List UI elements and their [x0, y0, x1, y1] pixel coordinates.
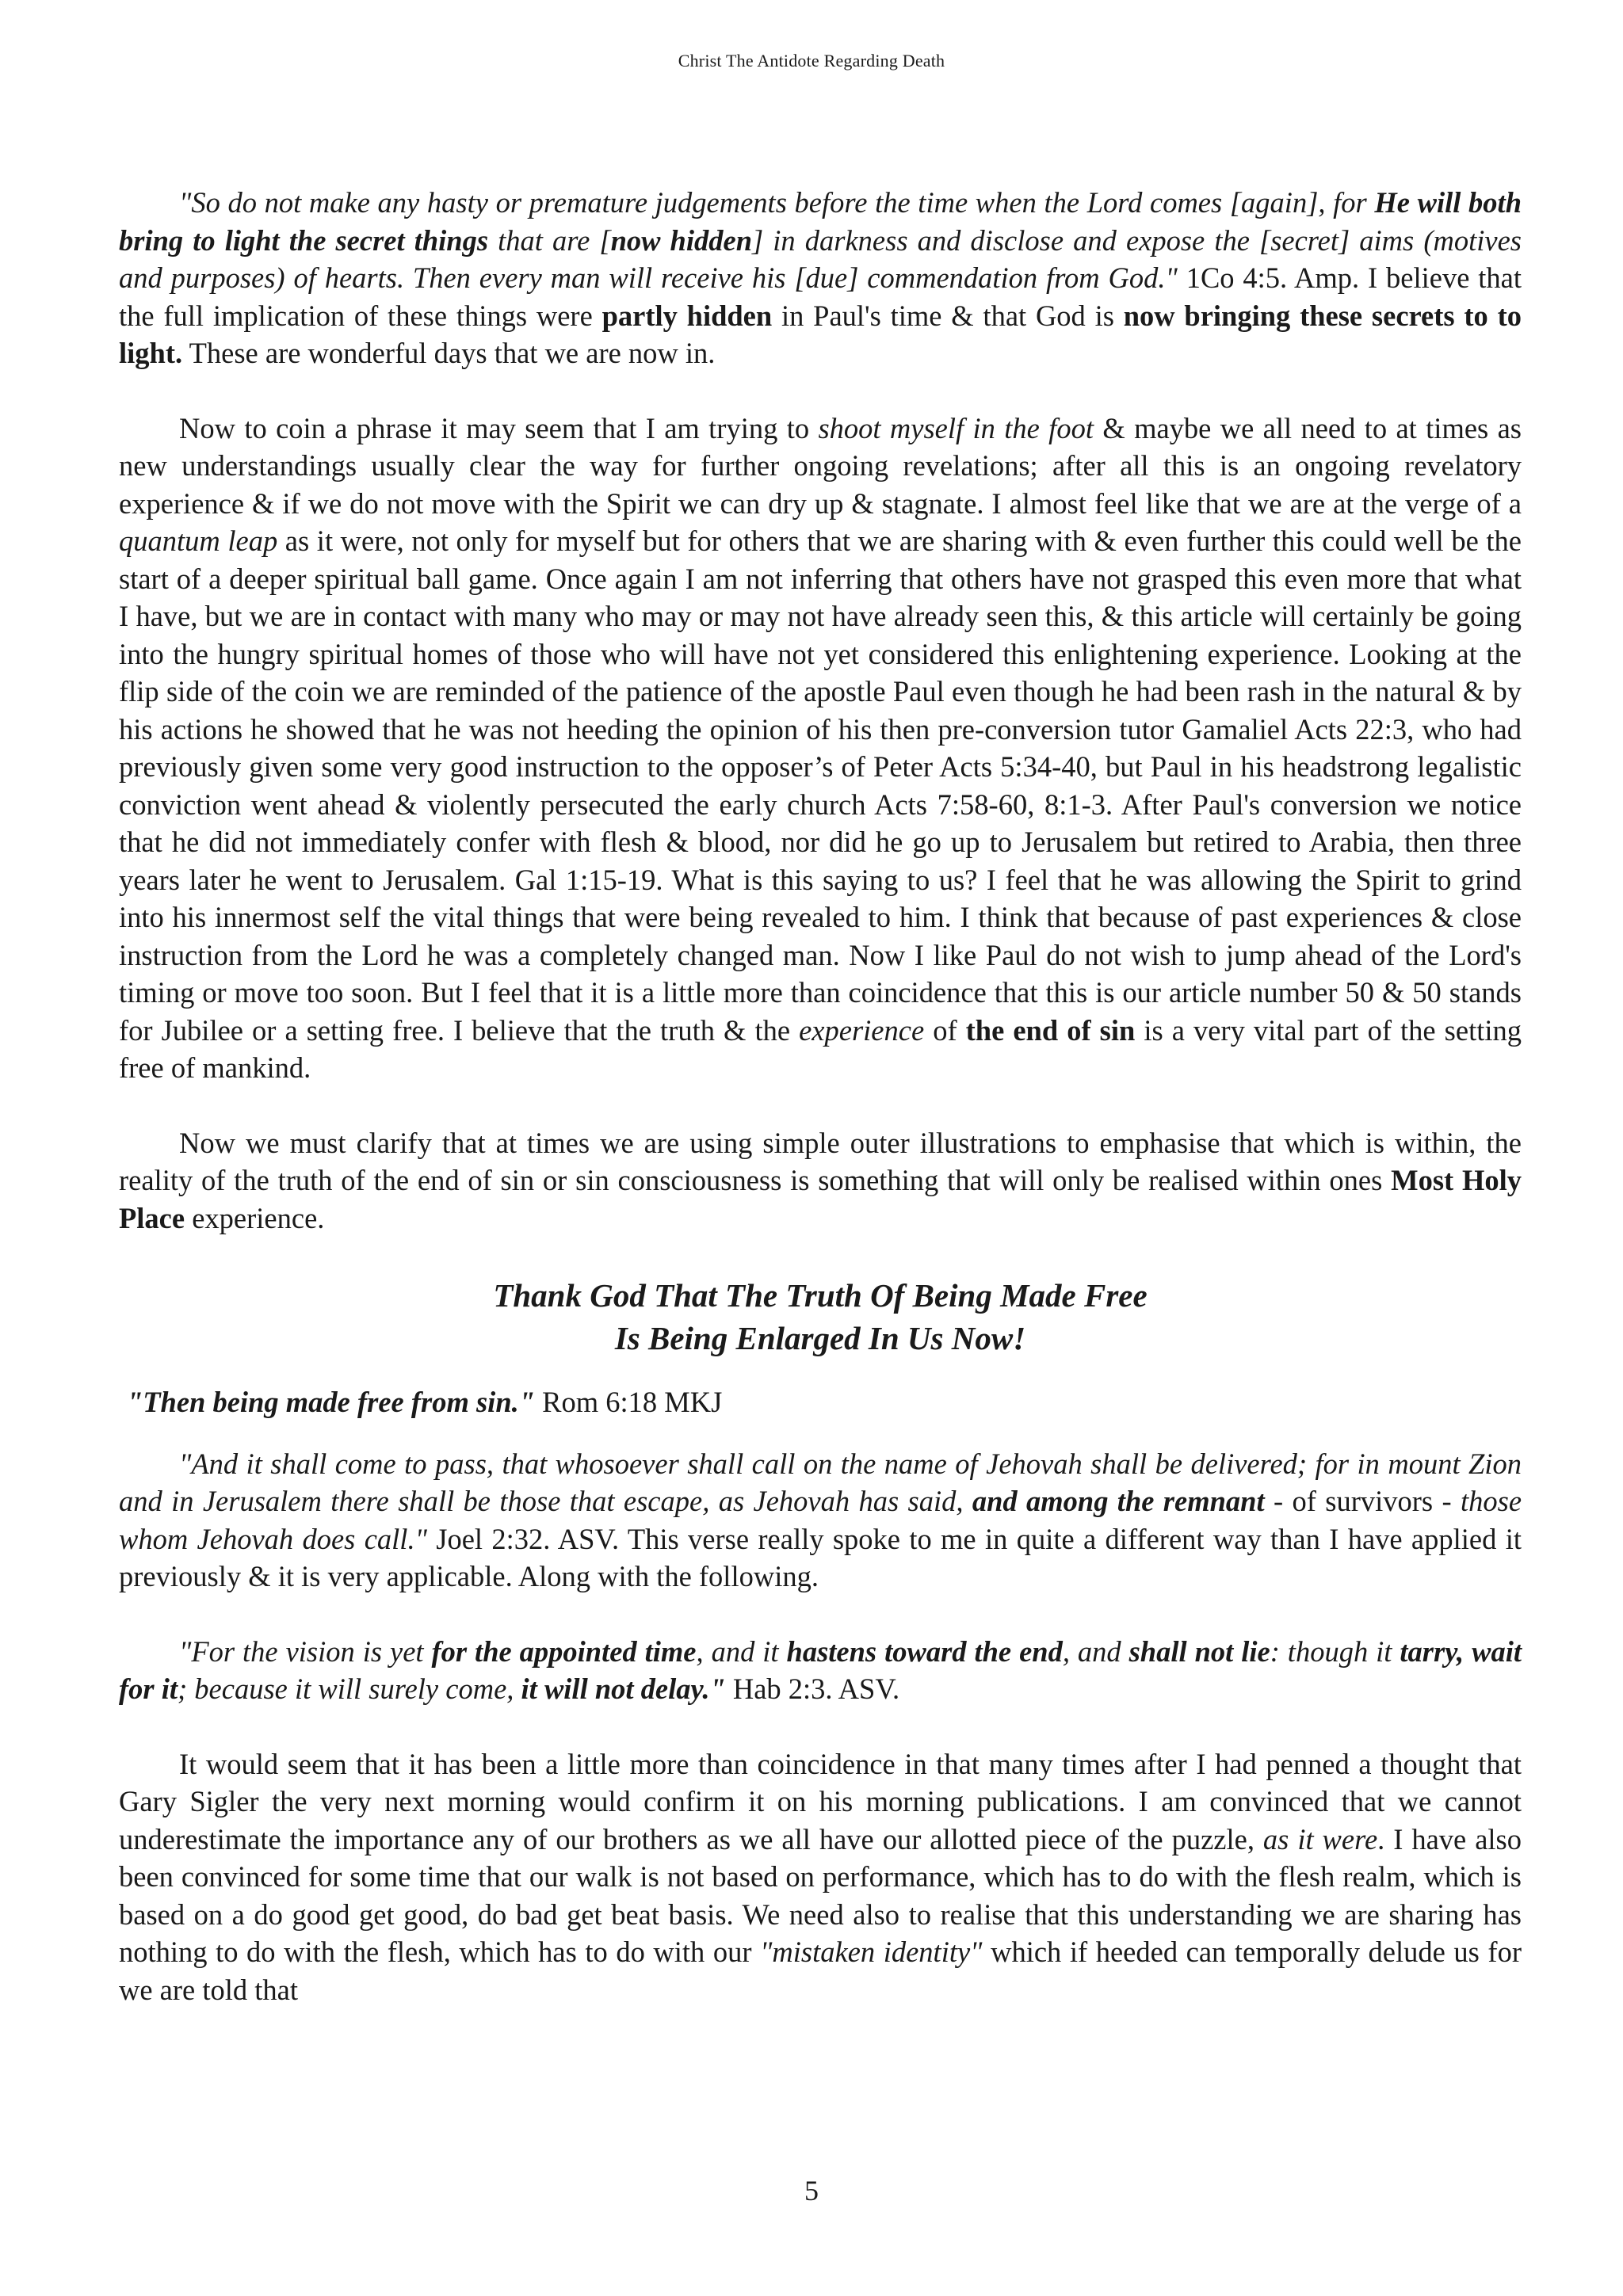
text-run: shall not lie: [1128, 1634, 1270, 1668]
text-run: and among the remnant: [972, 1485, 1265, 1517]
text-run: quantum leap: [119, 524, 278, 557]
text-run: now hidden: [610, 223, 752, 257]
text-run: "So do not make any hasty or premature judgements before the time when the Lord comes [again], for: [179, 186, 1375, 219]
running-header: Christ The Antidote Regarding Death: [678, 51, 945, 71]
page-number: 5: [804, 2175, 819, 2206]
paragraph: [119, 1383, 1522, 1421]
text-run: 1Co 4:5. Amp. I believe that the full implication of these things were: [119, 261, 1522, 332]
text-run: . I have also been convinced for some time that our walk is not based on performance, which has to do with the flesh realm, which is based on a do good get good, do bad get beat basis. We need also to realise that this understanding we are sharing has nothing to do with the flesh, which has to do with our: [119, 1822, 1522, 1968]
body-text: [119, 184, 1522, 2046]
text-run: experience.: [185, 1201, 325, 1234]
text-run: the end of sin: [965, 1013, 1136, 1047]
text-run: as it were, not only for myself but for others that we are sharing with & even further this could well be the start of a deeper spiritual ball game. Once again I am not inferring that others have not grasped this even more that what I have, but we are in contact with many who may or may not have already seen this, & this article will certainly be going into the hungry spiritual homes of those who will have not yet considered this enlightening experience. Looking at the flip side of the coin we are reminded of the patience of the apostle Paul even though he had been rash in the natural & by his actions he showed that he was not heeding the opinion of his then pre-conversion tutor Gamaliel Acts 22:3, who had previously given some very good instruction to the opposer’s of Peter Acts 5:34-40, but Paul in his headstrong legalistic conviction went ahead & violently persecuted the early church Acts 7:58-60, 8:1-3. After Paul's conversion we notice that he did not immediately confer with flesh & blood, nor did he go up to Jerusalem but retired to Arabia, then three years later he went to Jerusalem. Gal 1:15-19. What is this saying to us? I feel that he was allowing the Spirit to grind into his innermost self the vital things that were being revealed to him. I think that because of past experiences & close instruction from the Lord he was a completely changed man. Now I like Paul do not wish to jump ahead of the Lord's timing or move too soon. But I feel that it is a little more than coincidence that this is our article number 50 & 50 stands for Jubilee or a setting free. I believe that the truth & the: [119, 524, 1522, 1047]
paragraph: [119, 1745, 1522, 2009]
text-run: experience: [799, 1013, 925, 1047]
text-run: partly hidden: [601, 299, 773, 332]
text-run: it will not delay.": [521, 1672, 726, 1705]
text-run: These are wonderful days that we are now in.: [182, 337, 716, 369]
text-run: hastens toward the end: [786, 1634, 1063, 1668]
text-run: Hab 2:3. ASV.: [725, 1672, 900, 1705]
text-run: in Paul's time & that God is: [772, 299, 1124, 332]
text-run: It would seem that it has been a little more than coincidence in that many times after I had penned a thought that Gary Sigler the very next morning would confirm it on his morning publications. I am convinced that we cannot underestimate the importance any of our brothers as we all have our allotted piece of the puzzle,: [119, 1747, 1522, 1855]
text-run: that are [: [488, 223, 611, 257]
paragraphs-after-heading: [119, 1383, 1522, 2008]
text-run: shoot myself in the foot: [818, 411, 1094, 444]
section-heading-line-2: Is Being Enlarged In Us Now!: [614, 1320, 1026, 1356]
text-run: "mistaken identity": [760, 1936, 983, 1968]
text-run: tarry, wait for it: [119, 1634, 1522, 1705]
text-run: , and: [1062, 1634, 1129, 1668]
paragraph: [119, 1633, 1522, 1708]
text-run: those whom Jehovah does call.": [119, 1485, 1522, 1555]
text-run: ; because it will surely come,: [178, 1672, 521, 1705]
text-run: , and it: [696, 1634, 787, 1668]
text-run: Joel 2:32. ASV. This verse really spoke to me in quite a different way than I have applied it previously & it is very applicable. Along with the following.: [119, 1522, 1522, 1592]
text-run: as it were: [1262, 1822, 1378, 1855]
paragraph: [119, 184, 1522, 372]
paragraph: [119, 1445, 1522, 1596]
section-heading-line-1: Thank God That The Truth Of Being Made Free: [493, 1277, 1148, 1314]
text-run: "And it shall come to pass, that whosoever shall call on the name of Jehovah shall be delivered; for in mount Zion and in Jerusalem there shall be those that escape, as Jehovah has said,: [119, 1447, 1522, 1517]
text-run: of: [924, 1013, 966, 1047]
text-run: which if heeded can temporally delude us for we are told that: [119, 1936, 1522, 2006]
paragraph: [119, 1124, 1522, 1238]
text-run: Most Holy Place: [119, 1164, 1522, 1234]
paragraphs-before-heading: [119, 184, 1522, 1237]
text-run: "For the vision is yet: [179, 1634, 432, 1668]
text-run: "Then being made free from sin.": [127, 1386, 536, 1418]
text-run: for the appointed time: [431, 1634, 697, 1668]
paragraph: [119, 410, 1522, 1087]
text-run: Rom 6:18 MKJ: [535, 1386, 723, 1418]
text-run: Now to coin a phrase it may seem that I am trying to: [179, 411, 819, 444]
text-run: He will both bring to light the secret things: [119, 186, 1522, 257]
text-run: & maybe we all need to at times as new understandings usually clear the way for further ongoing revelations; after all this is an ongoing revelatory experience & if we do not move with the Spirit we can dry up & stagnate. I almost feel like that we are at the verge of a: [119, 411, 1522, 520]
text-run: now bringing these secrets to to light.: [119, 299, 1522, 369]
section-heading: [119, 1274, 1522, 1360]
text-run: is a very vital part of the setting free of mankind.: [119, 1013, 1522, 1084]
text-run: : though it: [1270, 1634, 1400, 1668]
text-run: Now we must clarify that at times we are using simple outer illustrations to emphasise that which is within, the reality of the truth of the end of sin or sin consciousness is something that will only be realised within ones: [119, 1126, 1522, 1196]
text-run: - of survivors -: [1264, 1485, 1461, 1517]
text-run: ] in darkness and disclose and expose the [secret] aims (motives and purposes) of hearts. Then every man will receive his [due] commendation from God.": [119, 223, 1522, 294]
